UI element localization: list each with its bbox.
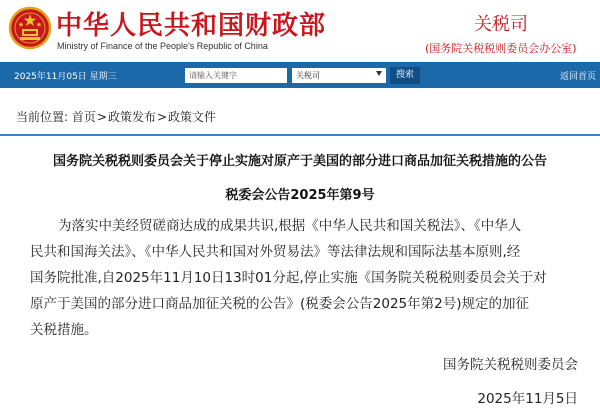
article-body-line: 民共和国海关法》、《中华人民共和国对外贸易法》等法律法规和国际法基本原则,经 — [30, 244, 521, 260]
national-emblem-icon — [8, 6, 52, 50]
breadcrumb-item-policy-documents[interactable]: 政策文件 — [168, 110, 217, 124]
article-body-line: 为落实中美经贸磋商达成的成果共识,根据《中华人民共和国关税法》、《中华人 — [58, 218, 522, 234]
breadcrumb-item-home[interactable]: 首页 — [71, 110, 96, 124]
signature-organization: 国务院关税税则委员会 — [443, 357, 578, 373]
top-toolbar — [0, 62, 600, 88]
article-body — [30, 213, 578, 343]
article-body-line: 关税措施。 — [30, 322, 98, 338]
search-input[interactable] — [185, 68, 287, 83]
breadcrumb-separator: > — [96, 110, 107, 124]
home-link[interactable]: 返回首页 — [560, 72, 597, 82]
department-subtitle: (国务院关税税则委员会办公室) — [425, 42, 577, 55]
article-body-line: 原产于美国的部分进口商品加征关税的公告》(税委会公告2025年第2号)规定的加征 — [30, 296, 529, 312]
article-body-line: 国务院批准,自2025年11月10日13时01分起,停止实施《国务院关税税则委员会关于对 — [30, 270, 547, 286]
site-name-cn[interactable]: 中华人民共和国财政部 — [56, 11, 327, 41]
signature-date: 2025年11月5日 — [477, 391, 578, 407]
search-scope-select[interactable] — [292, 68, 386, 83]
article-subtitle: 税委会公告2025年第9号 — [225, 188, 375, 203]
breadcrumb-separator: > — [156, 110, 168, 124]
search-scope-value: 关税司 — [296, 71, 320, 80]
chevron-down-icon — [376, 71, 382, 76]
site-name-en: Ministry of Finance of the People's Republic of China — [57, 41, 268, 51]
article-title: 国务院关税税则委员会关于停止实施对原产于美国的部分进口商品加征关税措施的公告 — [52, 154, 547, 169]
breadcrumb — [16, 108, 216, 125]
department-name[interactable]: 关税司 — [474, 14, 528, 35]
current-date: 2025年11月05日 星期三 — [14, 72, 117, 82]
breadcrumb-item-policy-release[interactable]: 政策发布 — [107, 110, 156, 124]
breadcrumb-label: 当前位置: — [16, 110, 69, 124]
section-divider — [0, 134, 600, 136]
search-button[interactable]: 搜索 — [390, 67, 420, 84]
site-header — [0, 0, 600, 62]
